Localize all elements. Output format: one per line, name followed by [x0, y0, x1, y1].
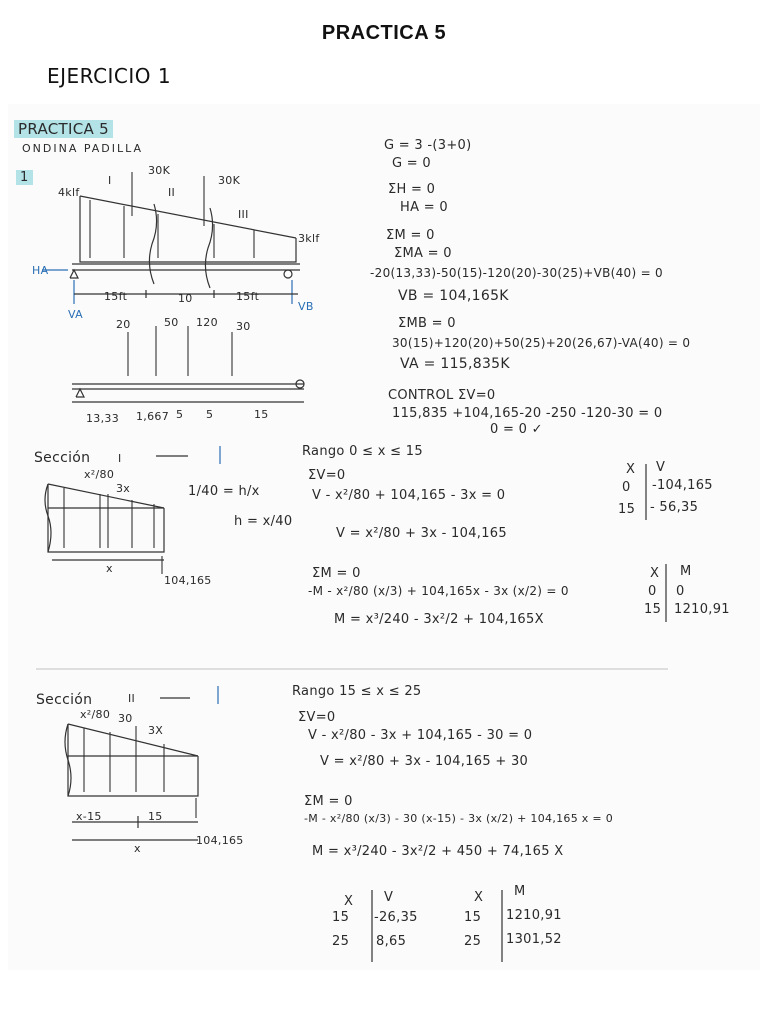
table-v2-cell: 25	[332, 934, 350, 949]
section-1-3x: 3x	[116, 482, 131, 495]
statics-line: ΣMB = 0	[398, 316, 456, 331]
resultant-f4: 30	[236, 320, 251, 333]
section-1-eq: ΣV=0	[308, 468, 346, 483]
table-v1-h1: X	[626, 462, 636, 477]
exercise-heading: EJERCICIO 1	[47, 64, 172, 88]
span-1: 15ft	[104, 290, 128, 303]
section-1-eq: M = x³/240 - 3x²/2 + 104,165X	[334, 612, 544, 627]
statics-line: HA = 0	[400, 200, 448, 215]
region-label-2: II	[168, 186, 176, 199]
section-1-eq: V = x²/80 + 3x - 104,165	[336, 526, 507, 541]
section-1-x: x	[106, 562, 113, 575]
table-m2-cell: 15	[464, 910, 482, 925]
statics-line: G = 3 -(3+0)	[384, 138, 472, 153]
table-m2-h2: M	[514, 884, 526, 899]
section-1-label: Sección	[34, 450, 91, 466]
dist-d3: 5	[176, 408, 184, 421]
resultant-f3: 120	[196, 316, 218, 329]
section-1-eq: V - x²/80 + 104,165 - 3x = 0	[312, 488, 506, 503]
table-m2-cell: 1210,91	[506, 908, 562, 923]
table-v2-cell: 15	[332, 910, 350, 925]
table-m1-cell: 1210,91	[674, 602, 730, 617]
table-v1-h2: V	[656, 460, 666, 475]
table-m2-cell: 25	[464, 934, 482, 949]
section-1-ratio: 1/40 = h/x	[188, 484, 260, 499]
table-m2-h1: X	[474, 890, 484, 905]
section-2-number: II	[128, 692, 136, 705]
section-2-dim-b: 15	[148, 810, 163, 823]
resultant-f2: 50	[164, 316, 179, 329]
reaction-vb: VB	[298, 300, 314, 313]
statics-line: VA = 115,835K	[400, 356, 510, 372]
statics-line: 30(15)+120(20)+50(25)+20(26,67)-VA(40) = 0	[392, 336, 691, 350]
section-2-range: Rango 15 ≤ x ≤ 25	[292, 684, 422, 699]
point-load-2: 30K	[218, 174, 241, 187]
section-2-eq: V = x²/80 + 3x - 104,165 + 30	[320, 754, 529, 769]
load-left-label: 4klf	[58, 186, 80, 199]
section-2-eq: -M - x²/80 (x/3) - 30 (x-15) - 3x (x/2) + 104,165 x = 0	[304, 812, 614, 825]
reaction-ha: HA	[32, 264, 49, 277]
section-2-label: Sección	[36, 692, 93, 708]
dist-d2: 1,667	[136, 410, 169, 423]
dist-d4: 5	[206, 408, 214, 421]
page-title: PRACTICA 5	[321, 22, 447, 44]
statics-line: VB = 104,165K	[398, 288, 509, 304]
section-1-eq: ΣM = 0	[312, 566, 361, 581]
section-2-3x: 3X	[148, 724, 164, 737]
table-v1-cell: 15	[618, 502, 636, 517]
section-1-range: Rango 0 ≤ x ≤ 15	[302, 444, 423, 459]
table-v2-h2: V	[384, 890, 394, 905]
table-v2-h1: X	[344, 894, 354, 909]
problem-number: 1	[16, 170, 33, 185]
dist-d5: 15	[254, 408, 269, 421]
statics-line: -20(13,33)-50(15)-120(20)-30(25)+VB(40) = 0	[370, 266, 663, 280]
section-1-reaction: 104,165	[164, 574, 212, 587]
author-name: ONDINA PADILLA	[22, 142, 144, 155]
statics-line: CONTROL ΣV=0	[388, 388, 496, 403]
region-label-1: I	[108, 174, 112, 187]
section-2-30: 30	[118, 712, 133, 725]
statics-line: ΣM = 0	[386, 228, 435, 243]
section-2-eq: ΣM = 0	[304, 794, 353, 809]
region-label-3: III	[238, 208, 249, 221]
resultant-f1: 20	[116, 318, 131, 331]
table-v2-cell: -26,35	[374, 910, 418, 925]
section-2-reaction: 104,165	[196, 834, 244, 847]
section-2-x: x	[134, 842, 141, 855]
span-2: 10	[178, 292, 193, 305]
table-m1-cell: 0	[648, 584, 657, 599]
table-m1-cell: 15	[644, 602, 662, 617]
reaction-va: VA	[68, 308, 83, 321]
statics-line: 115,835 +104,165-20 -250 -120-30 = 0	[392, 406, 663, 421]
scan-heading: PRACTICA 5	[14, 120, 113, 138]
statics-line: ΣMA = 0	[394, 246, 452, 261]
section-1-eq: -M - x²/80 (x/3) + 104,165x - 3x (x/2) = 0	[308, 584, 569, 598]
table-m1-h1: X	[650, 566, 660, 581]
table-m1-cell: 0	[676, 584, 685, 599]
section-1-number: I	[118, 452, 122, 465]
load-right-label: 3klf	[298, 232, 320, 245]
table-v1-cell: - 56,35	[650, 500, 699, 515]
handwritten-scan	[8, 104, 760, 970]
statics-line: 0 = 0 ✓	[490, 422, 543, 437]
section-2-eq: V - x²/80 - 3x + 104,165 - 30 = 0	[308, 728, 533, 743]
section-1-load: x²/80	[84, 468, 115, 481]
span-3: 15ft	[236, 290, 260, 303]
section-2-eq: M = x³/240 - 3x²/2 + 450 + 74,165 X	[312, 844, 564, 859]
table-v1-cell: -104,165	[652, 478, 713, 493]
table-v1-cell: 0	[622, 480, 631, 495]
point-load-1: 30K	[148, 164, 171, 177]
dist-d1: 13,33	[86, 412, 119, 425]
section-2-eq: ΣV=0	[298, 710, 336, 725]
statics-line: G = 0	[392, 156, 432, 171]
section-1-ratio: h = x/40	[234, 514, 293, 529]
section-2-load: x²/80	[80, 708, 111, 721]
section-2-dim-a: x-15	[76, 810, 102, 823]
statics-line: ΣH = 0	[388, 182, 436, 197]
table-m1-h2: M	[680, 564, 692, 579]
table-v2-cell: 8,65	[376, 934, 407, 949]
table-m2-cell: 1301,52	[506, 932, 562, 947]
